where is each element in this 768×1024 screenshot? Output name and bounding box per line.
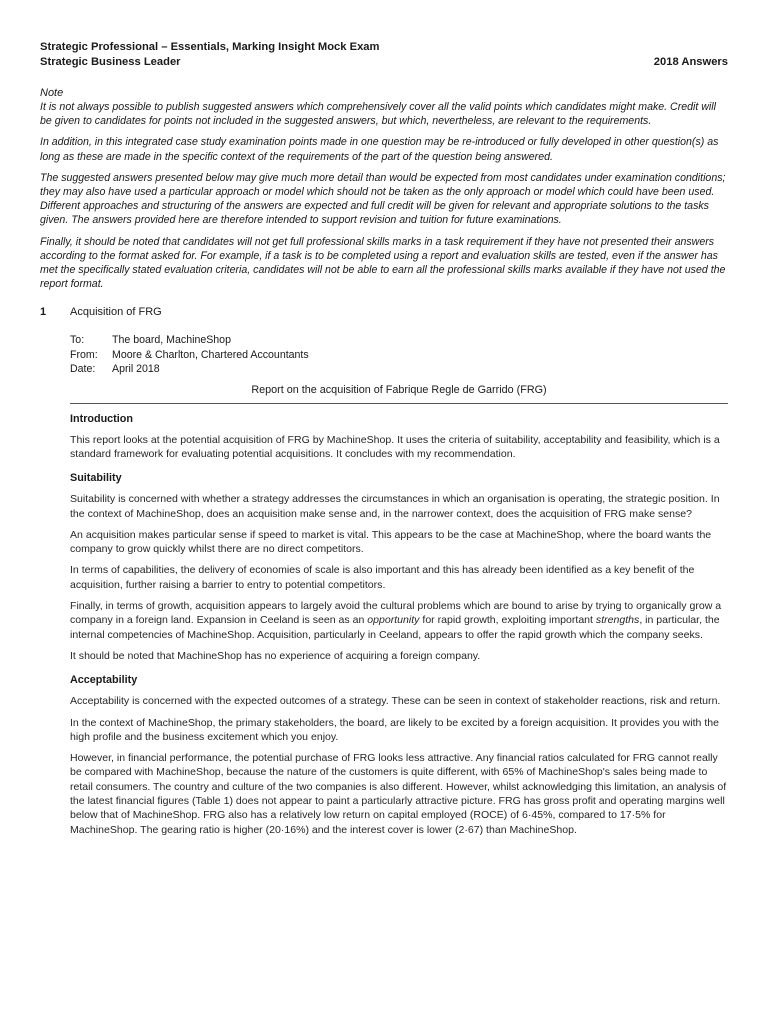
divider <box>70 403 728 404</box>
paragraph: However, in financial performance, the potential purchase of FRG looks less attractive. Any financial ratios calculated for FRG cannot really be compared with MachineShop, because the nature of the customers is quite different, with 65% of MachineShop's sales being made to retail consumers. The country and culture of the two companies is also different. However, whilst acknowledging this limitation, an analysis of the latest financial figures (Table 1) does not appear to paint a particularly attractive picture. FRG has gross profit and operating margins well below that of MachineShop. FRG also has a relatively low return on capital employed (ROCE) of 6·45%, compared to 17·5% for MachineShop. The gearing ratio is higher (20·16%) and the interest cover is lower (2·67) than MachineShop. <box>70 752 727 836</box>
question-title: Acquisition of FRG <box>70 306 162 319</box>
question-number: 1 <box>40 306 47 319</box>
paper-title: Strategic Business Leader <box>40 56 181 68</box>
emphasis-text: opportunity <box>367 614 420 627</box>
memo-date-value: April 2018 <box>112 363 160 376</box>
memo-from-value: Moore & Charlton, Chartered Accountants <box>112 348 309 361</box>
question-heading <box>40 305 728 319</box>
page-header <box>40 40 728 70</box>
note-paragraph: Finally, it should be noted that candidates will not get full professional skills marks in a task requirement if they have not presented their answers according to the format asked for. For example, if a task is to be completed using a report and evaluation skills are tested, even if the answer has met the specifically stated evaluation criteria, candidates will not be able to earn all the professional skills marks available if they have not used the report format. <box>40 235 726 291</box>
paragraph: It should be noted that MachineShop has no experience of acquiring a foreign company. <box>70 649 481 662</box>
note-paragraph: In addition, in this integrated case study examination points made in one question may be re-introduced or fully developed in other question(s) as long as these are made in the specific context of the requirements of the part of the question being answered. <box>40 136 719 163</box>
report-body <box>70 412 728 837</box>
memo-date-label: Date: <box>70 363 96 376</box>
paragraph <box>70 599 728 642</box>
text-run: , in particular, the internal competencies of MachineShop. Acquisition, particularly in Ceeland, appears to offer the rapid growth which the company seeks. <box>70 614 720 641</box>
note-paragraph: It is not always possible to publish suggested answers which comprehensively cover all the valid points which candidates might make. Credit will be given to candidates for points not included in the suggested answers, but which, nevertheless, are relevant to the requirements. <box>40 101 716 128</box>
memo-from <box>70 348 728 362</box>
note-label: Note <box>40 87 64 99</box>
report-title: Report on the acquisition of Fabrique Regle de Garrido (FRG) <box>251 383 547 396</box>
paragraph: Suitability is concerned with whether a strategy addresses the circumstances in which an organisation is operating, the strategic position. In the context of MachineShop, does an acquisition make sense and, in the narrower context, does the acquisition of FRG make sense? <box>70 493 720 520</box>
memo-date <box>70 362 728 376</box>
document-page <box>40 40 728 844</box>
paragraph: In terms of capabilities, the delivery of economies of scale is also important and this has already been identified as a key benefit of the acquisition, further raising a barrier to entry to potential competitors. <box>70 564 695 591</box>
header-row <box>40 55 728 70</box>
section-heading-introduction: Introduction <box>70 412 133 425</box>
memo-block <box>70 333 728 376</box>
memo-to-value: The board, MachineShop <box>112 334 231 347</box>
answers-label: 2018 Answers <box>653 56 728 68</box>
memo-to-label: To: <box>70 334 85 347</box>
memo-from-label: From: <box>70 348 98 361</box>
paragraph: Acceptability is concerned with the expected outcomes of a strategy. These can be seen in context of stakeholder reactions, risk and return. <box>70 695 721 708</box>
paragraph: This report looks at the potential acquisition of FRG by MachineShop. It uses the criteria of suitability, acceptability and feasibility, which is a standard framework for evaluating potential acquisitions. It concludes with my recommendation. <box>70 433 720 460</box>
paragraph: An acquisition makes particular sense if speed to market is vital. This appears to be the case at MachineShop, where the board wants the company to grow quickly whilst there are no direct competitors. <box>70 528 712 556</box>
exam-title: Strategic Professional – Essentials, Marking Insight Mock Exam <box>40 41 380 53</box>
note-paragraph: The suggested answers presented below may give much more detail than would be expected from most candidates under examination conditions; they may also have used a particular approach or model which should not be taken as the only approach or model which could have been used. Different approaches and structuring of the answers are expected and full credit will be given for relevant and appropriate solutions to the tasks given. The answers provided here are therefore intended to support revision and tuition for future examinations. <box>40 171 726 227</box>
memo-to <box>70 333 728 347</box>
section-heading-acceptability: Acceptability <box>70 674 138 687</box>
text-run: for rapid growth, exploiting important <box>419 614 596 627</box>
emphasis-text: strengths <box>595 614 640 627</box>
section-heading-suitability: Suitability <box>70 472 122 485</box>
paragraph: In the context of MachineShop, the primary stakeholders, the board, are likely to be excited by a foreign acquisition. It provides you with the high profile and the business excitement which you enjoy. <box>70 716 719 743</box>
text-run: Finally, in terms of growth, acquisition appears to largely avoid the cultural problems which are bound to arise by trying to organically grow a company in a foreign land. Expansion in Ceeland is seen as an <box>70 600 722 627</box>
